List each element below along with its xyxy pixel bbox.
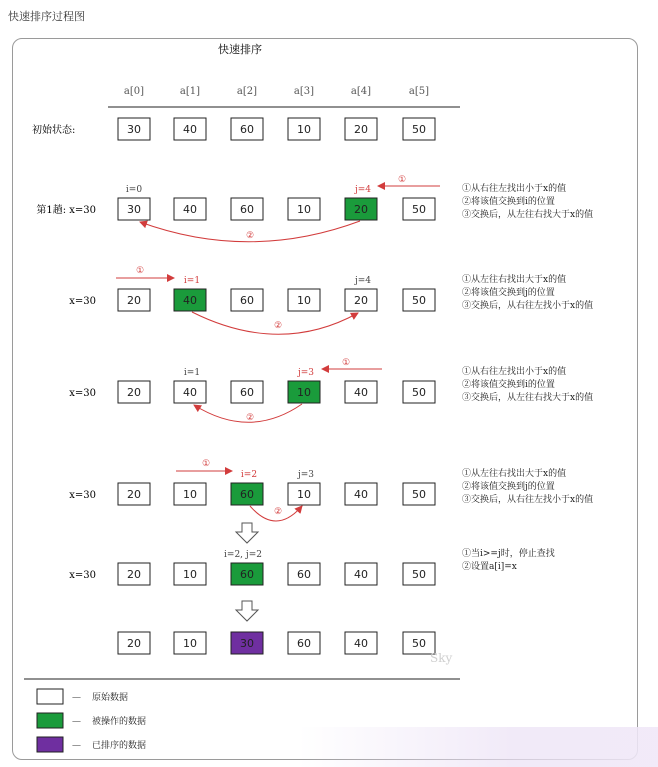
step-note: ②将该值交换到j的位置	[462, 288, 555, 298]
array-value: 30	[127, 203, 141, 216]
array-value: 50	[412, 123, 426, 136]
legend-swatch	[37, 737, 63, 752]
array-value: 60	[297, 637, 311, 650]
step-marker: ②	[245, 413, 255, 423]
array-value: 10	[183, 637, 197, 650]
watermark-gradient	[298, 727, 658, 767]
pointer-label: i=0	[125, 185, 143, 195]
step-note: ③交换后，从右往左找小于x的值	[462, 495, 594, 505]
pointer-label: i=1	[183, 276, 201, 286]
step-note: ①从右往左找出小于x的值	[462, 184, 567, 194]
pointer-label: j=4	[354, 185, 372, 195]
array-value: 50	[412, 386, 426, 399]
array-value: 20	[127, 568, 141, 581]
step-note: ③交换后，从右往左找小于x的值	[462, 301, 594, 311]
array-value: 40	[183, 386, 197, 399]
array-value: 20	[354, 123, 368, 136]
step-note: ①当i>=j时，停止查找	[462, 549, 555, 559]
step-marker: ①	[341, 358, 351, 368]
step-note: ②将该值交换到i的位置	[462, 197, 555, 207]
legend-label: 被操作的数据	[92, 717, 147, 727]
step-marker: ①	[201, 459, 211, 469]
legend-label: 原始数据	[92, 693, 129, 703]
array-value: 40	[183, 123, 197, 136]
step-marker: ②	[273, 321, 283, 331]
array-value: 50	[412, 637, 426, 650]
array-value: 10	[183, 568, 197, 581]
watermark-text: Sky	[430, 651, 453, 665]
row-label: x=30	[69, 296, 96, 307]
array-value: 50	[412, 294, 426, 307]
array-value: 20	[127, 488, 141, 501]
array-value: 50	[412, 488, 426, 501]
array-value: 60	[240, 488, 254, 501]
array-value: 20	[354, 203, 368, 216]
legend-label: 已排序的数据	[92, 741, 147, 751]
array-value: 20	[354, 294, 368, 307]
array-value: 40	[183, 203, 197, 216]
index-label: a[1]	[179, 86, 201, 97]
pointer-label: i=1	[183, 368, 201, 378]
index-label: a[5]	[408, 86, 430, 97]
pointer-label: i=2, j=2	[224, 550, 262, 560]
pointer-label: j=3	[297, 368, 315, 378]
row-label: 初始状态:	[32, 125, 76, 136]
array-value: 20	[127, 294, 141, 307]
array-value: 10	[297, 203, 311, 216]
array-value: 60	[240, 123, 254, 136]
row-label: 第1趟: x=30	[36, 205, 96, 216]
array-value: 10	[183, 488, 197, 501]
down-arrow-icon	[236, 523, 258, 543]
step-marker: ②	[245, 231, 255, 241]
row-label: x=30	[69, 388, 96, 399]
index-label: a[0]	[123, 86, 145, 97]
array-value: 60	[240, 294, 254, 307]
step-marker: ①	[135, 266, 145, 276]
legend-dash: —	[72, 717, 81, 727]
step-note: ②将该值交换到j的位置	[462, 482, 555, 492]
row-label: x=30	[69, 490, 96, 501]
array-value: 10	[297, 294, 311, 307]
array-value: 10	[297, 488, 311, 501]
array-value: 40	[354, 637, 368, 650]
legend-dash: —	[72, 741, 81, 751]
array-value: 50	[412, 203, 426, 216]
index-label: a[4]	[350, 86, 372, 97]
step-note: ②设置a[i]=x	[462, 562, 517, 572]
step-note: ①从左往右找出大于x的值	[462, 275, 567, 285]
pointer-label: j=4	[354, 276, 372, 286]
array-value: 40	[354, 488, 368, 501]
array-value: 30	[127, 123, 141, 136]
step-note: ③交换后，从左往右找大于x的值	[462, 210, 594, 220]
array-value: 60	[240, 203, 254, 216]
step-marker: ②	[273, 507, 283, 517]
page-title: 快速排序过程图	[8, 10, 85, 23]
pointer-label: j=3	[297, 470, 315, 480]
array-value: 10	[297, 386, 311, 399]
index-label: a[2]	[236, 86, 258, 97]
array-value: 50	[412, 568, 426, 581]
pointer-label: i=2	[240, 470, 258, 480]
index-label: a[3]	[293, 86, 315, 97]
step-marker: ①	[397, 175, 407, 185]
legend-dash: —	[72, 693, 81, 703]
array-value: 60	[297, 568, 311, 581]
array-value: 20	[127, 637, 141, 650]
step-note: ①从右往左找出小于x的值	[462, 367, 567, 377]
array-value: 40	[354, 568, 368, 581]
legend-swatch	[37, 689, 63, 704]
step-note: ①从左往右找出大于x的值	[462, 469, 567, 479]
step-note: ②将该值交换到i的位置	[462, 380, 555, 390]
down-arrow-icon	[236, 601, 258, 621]
array-value: 20	[127, 386, 141, 399]
array-value: 60	[240, 568, 254, 581]
array-value: 30	[240, 637, 254, 650]
row-label: x=30	[69, 570, 96, 581]
step-note: ③交换后，从左往右找大于x的值	[462, 393, 594, 403]
array-value: 40	[354, 386, 368, 399]
array-value: 60	[240, 386, 254, 399]
array-value: 10	[297, 123, 311, 136]
diagram-title: 快速排序	[218, 43, 262, 56]
legend-swatch	[37, 713, 63, 728]
array-value: 40	[183, 294, 197, 307]
